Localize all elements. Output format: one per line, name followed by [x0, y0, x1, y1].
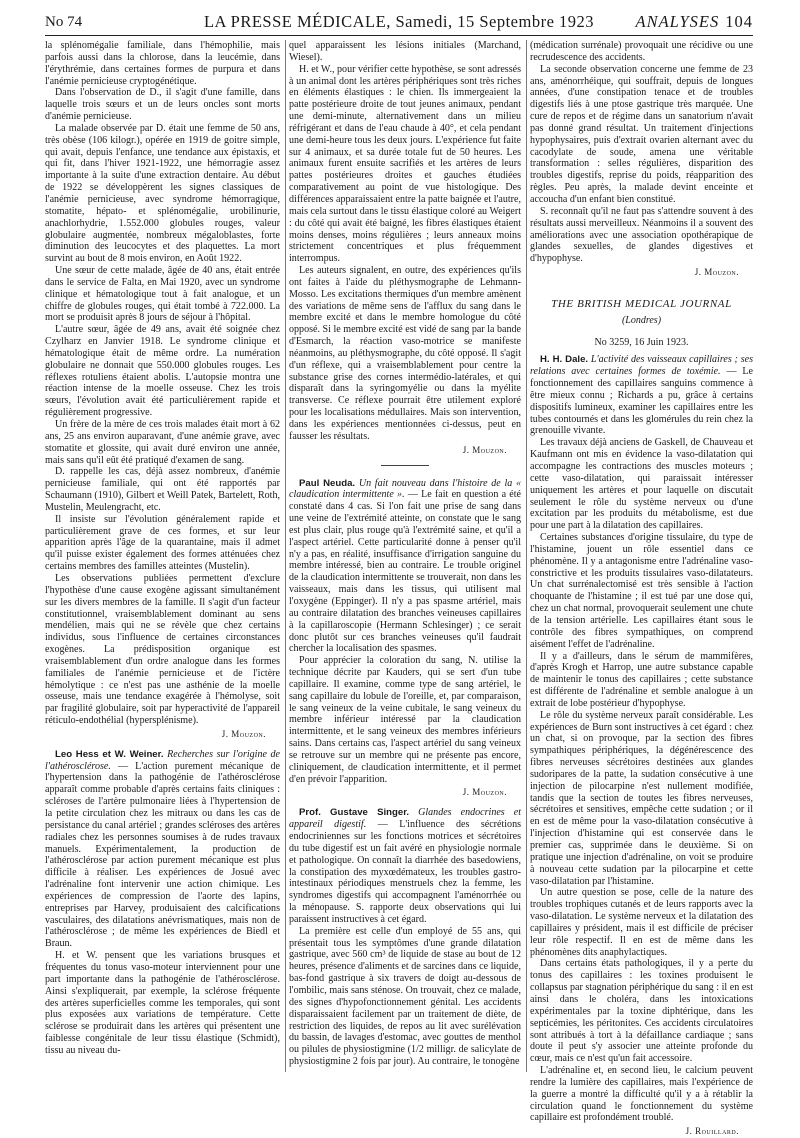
paragraph: H. et W. pensent que les variations brusques et fréquentes du tonus vaso-moteur interviennent pour une part importante dans la pathogénie de l'athérosclérose. Ainsi s'expliquerait, par exemple, la sclérose fréquente des artères superficielles comme les temporales, qui sont plus exposées aux variations de température. Cette sclérose se produirait dans les artères qui présentent une faiblesse congénitale de leur tissu élastique (Schmidt), tissu au niveau du-	[45, 950, 280, 1056]
article-title: Un fait nouveau dans l'histoire de la « claudication intermittente ».	[289, 477, 521, 501]
article-authors: Prof. Gustave Singer.	[299, 807, 410, 819]
signature: J. Rouillard.	[685, 1126, 739, 1137]
journal-heading: THE BRITISH MEDICAL JOURNAL	[551, 297, 732, 310]
column-divider	[526, 40, 527, 1072]
article-title: Recherches sur l'origine de l'athérosclérose.	[45, 748, 280, 772]
section-label	[635, 12, 753, 32]
paragraph: Dans certains états pathologiques, il y a perte du tonus des capillaires : les toxines produisent le collapsus par stagnation périphérique du sang : il en est ainsi dans le choléra, dans les intoxications expérimentales par la toxine diphtérique, dans les septicémies, les péritonites. Ces accidents circulatoires sont attribués à tort à la défaillance cardiaque ; sans doute il peut s'y associer une atteinte profonde du cœur, mais ce n'est qu'un fait accessoire.	[530, 958, 753, 1065]
issue-reference: No 3259, 16 Juin 1923.	[594, 336, 689, 348]
article-lead	[530, 354, 753, 437]
paragraph: Un autre question se pose, celle de la nature des troubles trophiques cutanés et de leurs rapports avec la vaso-dilatation. Le système nerveux et la dilatation des capillaires y président, mais il est difficile de préciser leur rôle respectif. Il en est de même dans les phénomènes dits anaphylactiques.	[530, 887, 753, 958]
column-1	[45, 40, 280, 1074]
paragraph: Les auteurs signalent, en outre, des expériences qu'ils ont faites à l'aide du pléthysmographe de Lehmann-Mosso. Les excitations thermiques d'un membre amènent des variations de même sens de l'afflux du sang dans le membre excité et dans le membre homologue du côté opposé. Si le membre excité est vidé de sang par la bande d'Esmarch, la réaction vaso-motrice se manifeste néanmoins, au pléthysmographe, du côté opposé. Il s'agit d'un réflexe, qui a vraisemblablement pour centre la substance grise des cornes intermédio-latérales, et qui disparaît dans la syringomyélie ou dans la myélite transverse. Ce réflexe pourrait être utilement exploré pour les localisations médullaires. Mais son intervention, dans les expériences mentionnées ci-dessus, peut en fausser les résultats.	[289, 265, 521, 442]
paragraph: la splénomégalie familiale, dans l'hémophilie, mais parfois aussi dans la chlorose, dans la leucémie, dans l'érythrémie, dans certaines formes de purpura et dans l'anémie pernicieuse cryptogénétique.	[45, 40, 280, 87]
article-lead	[45, 749, 280, 950]
paragraph: L'autre sœur, âgée de 49 ans, avait été soignée chez Czylharz en Janvier 1918. Le syndrome clinique et hématologique était de même ordre. La numération globulaire ne donnait que 550.000 globules rouges. Les réflexes rotuliens étaient abolis. L'autopsie montra une réaction intense de la moelle osseuse. Chez les trois sœurs, l'évolution avait été particulièrement rapide et régulièrement progressive.	[45, 324, 280, 419]
paragraph: Les travaux déjà anciens de Gaskell, de Chauveau et Kaufmann ont mis en évidence la vaso-dilatation qui accompagne les contractions des muscles moteurs ; cette vaso-dilatation, qui paraissait intéresser uniquement les artères et pour laquelle on discutait seulement le rôle du système nerveux ou d'une excitation par les produits du métabolisme, est due pour une part à la dilatation des capillaires.	[530, 437, 753, 532]
journal-title: LA PRESSE MÉDICALE, Samedi, 15 Septembre 1923	[203, 12, 595, 31]
paragraph: La première est celle d'un employé de 55 ans, qui présentait tous les symptômes d'une grande dilatation gastrique, avec 560 cm³ de liquide de stase au bout de 12 heures, présence d'aliments et de sarcines dans ce liquide, bas-fond gastrique à six travers de doigt au-dessous de l'ombilic, mais sans sténose. On trouvait, chez ce malade, des signes d'hypofonctionnement génital. Les accidents disparaissaient facilement par un traitement de diète, de restriction des liquides, de repos au lit avec surélévation du bassin, de lavages d'estomac, avec gouttes de menthol ou pilules de physiostigmine (1/2 milligr. de salicylate de physiostigmine 2 fois par jour). Au contraire, le tonogène	[289, 925, 521, 1068]
signature: J. Mouzon.	[462, 444, 507, 455]
column-2	[289, 40, 521, 1074]
article-text: — Le fait en question a été constaté dans 4 cas. Si l'on fait une prise de sang dans une veine de l'extrémité atteinte, on constate que le sang est plus clair, plus rouge qu'à l'extrémité saine, et qu'il a l'aspect artériel. Cette particularité donne à penser qu'il n'y a pas, en réalité, insuffisance d'irrigation sanguine du membre intéressé, bien au contraire. Le trouble originel de la claudication intermittente se trouverait, non dans les vaisseaux, mais dans les tissus, qui utilisent mal l'oxygène (Eppinger). Il n'y a pas spasme artériel, mais au contraire dilatation des branches veineuses capillaires à la capillaroscopie (Hermann Schlesinger) ; ce serait donc plutôt sur ces branches veineuses qu'il faudrait chercher la localisation des spasmes.	[289, 489, 521, 655]
paragraph: quel apparaissent les lésions initiales (Marchand, Wiesel).	[289, 40, 521, 63]
article-authors: H. H. Dale.	[540, 354, 589, 366]
paragraph: La malade observée par D. était une femme de 50 ans, très obèse (106 kilogr.), opérée en 1919 de goitre simple, qui avait, depuis l'enfance, une tendance aux épistaxis, et qui fit, dans l'hiver 1921-1922, une hémorragie assez importante à la suite d'une extraction dentaire. Au début de 1922 se développèrent les signes classiques de l'anémie pernicieuse, avec syndrome hémorragique, stomatite, hépato- et splénomégalie, urobilinurie, anachlorhydrie, 1.552.000 globules rouges, valeur globulaire augmentée, nombreux mégaloblastes, forte diminution des leucocytes et des plaquettes. La mort survint au bout de 8 mois environ, en Août 1922.	[45, 122, 280, 265]
article-text: — L'action purement mécanique de l'hypertension dans la pathogénie de l'athérosclérose apparaît comme probable d'après certains faits cliniques : scléroses de l'artère pulmonaire liées à l'hypertension de la petite circulation chez les mitraux ou dans les cas de persistance du canal artériel ; grandes scléroses des artères radiales chez les personnes soumises à de rudes travaux manuels. Expérimentalement, la production de l'athérosclérose par action purement mécanique est plus difficile à réaliser. Les expériences de Josué avec l'adrénaline font intervenir une action chimique. Les expériences de compression de l'aorte des lapins, entreprises par Harvey, produisaient des calcifications vasculaires, des dilatations anévrismatiques, mais non de l'athérosclérose ; de même les expériences de Biedl et Braun.	[45, 760, 281, 950]
paragraph: (médication surrénale) provoquait une récidive ou une recrudescence des accidents.	[530, 40, 753, 63]
article-text: — L'influence des sécrétions endocriniennes sur les fonctions motrices et sécrétoires du tube digestif est un fait avéré en physiologie normale et pathologique. On connaît la diarrhée des basedowiens, la constipation des myxœdémateux, les troubles gastro-intestinaux périodiques menstruels chez la femme, les syndromes digestifs qui accompagnent l'aménorrhée ou la ménopause. S. rapporte deux observations qui lui paraissent instructives à cet égard.	[289, 819, 522, 925]
signature: J. Mouzon.	[462, 787, 507, 798]
signature: J. Mouzon.	[694, 267, 739, 278]
paragraph: La seconde observation concerne une femme de 23 ans, aménorrhéique, qui souffrait, depuis de longues années, d'une constipation tenace et de troubles digestifs liés à une ptose gastrique très marquée. Une cure de repos et de régime dans un sanatorium n'avait pas donné grand résultat. Un traitement d'injections hypophysaires, puis d'extrait ovarien alternant avec du cacodylate de soude, amena une véritable transformation : selles régulières, disparition des troubles digestifs, reprise du poids, réapparition des règles. Peu après, la malade devint enceinte et accoucha d'un enfant bien constitué.	[530, 63, 753, 205]
article-lead	[289, 478, 521, 656]
page-header	[45, 8, 753, 38]
header-rule	[45, 35, 753, 36]
article-title: Glandes endocrines et appareil digestif.	[289, 807, 521, 831]
paragraph: D. rappelle les cas, déjà assez nombreux, d'anémie pernicieuse familiale, qui ont été rapportés par Schaumann (1910), Gilbert et Weill Patek, Bartelett, Roth, Mustelin, Meulengracht, etc.	[45, 466, 280, 513]
paragraph: L'adrénaline et, en second lieu, le calcium peuvent rendre la lumière des capillaires, mais l'expérience de la guerre a montré la difficulté qu'il y a à rétablir la circulation quand le fonctionnement du système capillaire est profondément troublé.	[530, 1065, 753, 1124]
paragraph: S. reconnaît qu'il ne faut pas s'attendre souvent à des résultats aussi merveilleux. Néanmoins il a souvent des améliorations avec une association opothérapique de glandes sexuelles, de glandes digestives et d'hypophyse.	[530, 205, 753, 265]
signature: J. Mouzon.	[221, 728, 266, 739]
column-divider	[285, 40, 286, 1072]
paragraph: Une sœur de cette malade, âgée de 40 ans, était entrée dans le service de Falta, en Mai 1920, avec un syndrome clinique et hématologique tout à fait analogue, et un chiffre de globules rouges, qui était tombé à 722.000. La mort se produisit après 8 jours de séjour à l'hôpital.	[45, 265, 280, 324]
paragraph: Le rôle du système nerveux paraît considérable. Les expériences de Burn sont instructives à cet égard : chez un chat, si on provoque, par la section des fibres sympathiques périphériques, la dégénérescence des fibres nerveuses sécrétoires destinées aux glandes sudoripares de la patte, la sudation consécutive à une injection de pilocarpine n'est nullement modifiée, tandis que la section de toutes les fibres nerveuses, sécrétoires et sensitives, empêche cette sudation ; or il en est de même pour la vaso-dilatation consécutive à l'injection d'histamine qui est conservée dans le premier cas, supprimée dans le deuxième. Si on pratique une injection d'adrénaline, on voit se produire à nouveau cette sudation par la pilocarpine et cette vaso-dilatation par l'histamine.	[530, 709, 753, 887]
issue-number: No 74	[45, 14, 83, 30]
article-authors: Paul Neuda.	[299, 477, 356, 489]
paragraph: Il insiste sur l'évolution généralement rapide et particulièrement grave de ces formes, et sur leur apparition après l'âge de la quarantaine, mais il admet qu'il puisse exister également des formes atténuées chez certains membres des familles atteintes (Mustelin).	[45, 513, 280, 573]
paragraph: Les observations publiées permettent d'exclure l'hypothèse d'une cause exogène agissant simultanément sur les divers membres de la famille. Il s'agit d'un facteur constitutionnel, vraisemblablement dominant au sens mendélien, mais qui ne se révèle que chez certains individus, sous l'influence de certaines circonstances exogènes. La prédisposition organique est vraisemblablement d'un ordre analogue dans les formes familiales de l'anémie pernicieuse et de l'ictère hémolytique : ce n'est pas une asthénie de la moelle osseuse, mais une tendance exagérée à l'hémolyse, soit par fragilité globulaire, soit par hyperactivité de l'appareil réticulo-endothélial (hypersplénisme).	[45, 572, 280, 727]
article-authors: Leo Hess et W. Weiner.	[55, 748, 164, 760]
section-name: ANALYSES	[635, 12, 720, 31]
paragraph: Certaines substances d'origine tissulaire, du type de l'histamine, jouent un rôle essentiel dans ce phénomène. Il y a antagonisme entre l'adrénaline vaso-constrictive et les produits tissulaires vaso-dilatateurs. Un chat surrénalectomisé est très sensible à l'action choquante de l'histamine ; il est tué par une dose qui, chez un chat normal, provoquerait seulement une chute de la tension artérielle. Les capillaires étant sous le contrôle des fibres sympathiques, on comprend aisément l'effet de l'adrénaline.	[530, 532, 753, 650]
article-separator	[381, 465, 429, 466]
paragraph: Dans l'observation de D., il s'agit d'une famille, dans laquelle trois sœurs et un de leurs oncles sont morts d'anémie pernicieuse.	[45, 87, 280, 123]
paragraph: Un frère de la mère de ces trois malades était mort à 62 ans, 25 ans environ auparavant, d'une anémie grave, avec stomatite et glossite, qui avait duré environ une année, mais sans qu'il eût été pratiqué d'examen de sang.	[45, 419, 280, 466]
article-text: — Le fonctionnement des capillaires sanguins commence à être mieux connu ; Richards a pu, grâce à certains dispositifs lumineux, examiner les capillaires entre les tubes contournés et dans les glomérules du rein chez la grenouille vivante.	[530, 366, 753, 437]
paragraph: Il y a d'ailleurs, dans le sérum de mammifères, d'après Krogh et Harrop, une autre substance capable de maintenir le tonus des capillaires ; cette substance est différente de l'adrénaline et semble analogue à un extrait de lobe postérieur d'hypophyse.	[530, 650, 753, 709]
page-number: 104	[725, 12, 753, 31]
journal-city: (Londres)	[621, 314, 662, 326]
paragraph: Pour apprécier la coloration du sang, N. utilise la technique décrite par Kauders, qui se sert d'un tube capillaire. Il examine, comme type de sang artériel, le sang capillaire du lobule de l'oreille, et, par comparaison, le sang veineux de la veine cubitale, le sang veineux du membre inférieur intéressé par la claudication intermittente, et le sang veineux des membres inférieurs sains. Dans certains cas, l'aspect artériel du sang veineux se retrouve sur un membre qui ne présente pas encore, cliniquement, de claudication intermittente, et il permet d'en prévoir l'apparition.	[289, 655, 521, 785]
article-lead	[289, 807, 521, 925]
column-3	[530, 40, 753, 1137]
article-title: L'activité des vaisseaux capillaires ; ses relations avec certaines formes de toxémie.	[530, 354, 753, 378]
paragraph: H. et W., pour vérifier cette hypothèse, se sont adressés à un animal dont les artères périphériques sont très riches en éléments élastiques : le chien. Ils immergeaient la patte postérieure droite de tout jeunes animaux, pendant une demi-minute, alternativement dans un milieu réfrigérant et dans de l'eau chaude à 40°, et cela pendant une demi-heure tous les deux jours. L'expérience fut faite sur 4 animaux, et sa durée totale fut de 50 heures. Les animaux furent ensuite sacrifiés et les artères de leurs pattes postérieures droites et gauches étudiées comparativement au point de vue histologique. Des différences apparaissaient entre la patte baignée et l'autre, mais cela surtout dans le tissu élastique coloré au Weigert : du côté qui avait été baigné, les fibres élastiques étaient moins denses, moins régulières ; leurs anneaux moins strictement concentriques et plus fréquemment interrompus.	[289, 63, 521, 265]
